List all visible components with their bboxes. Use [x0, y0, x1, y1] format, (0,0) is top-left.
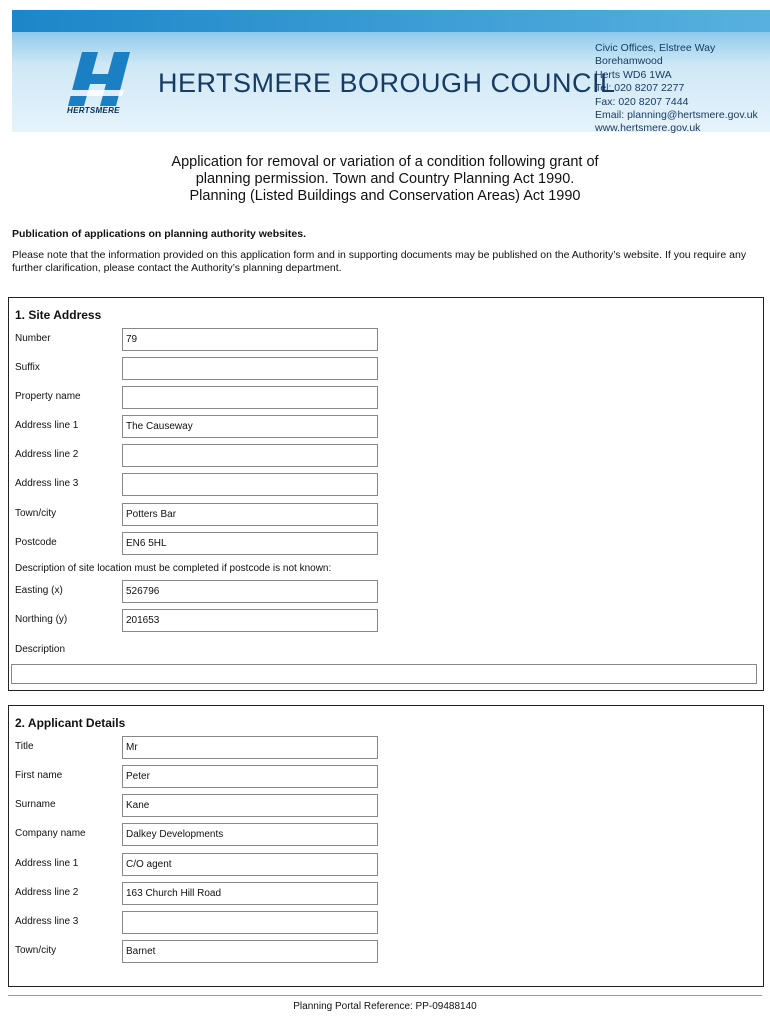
contact-details [595, 42, 758, 136]
field-row-suffix [9, 357, 763, 382]
field-row-address-line-1 [9, 415, 763, 440]
field-label: Surname [15, 799, 56, 810]
field-row-surname [9, 794, 763, 819]
surname-field[interactable]: Kane [122, 794, 378, 817]
field-label: Company name [15, 828, 86, 839]
applicant-address-line-3-field[interactable] [122, 911, 378, 934]
field-row-address-line-3 [9, 473, 763, 498]
field-label: Suffix [15, 362, 40, 373]
field-row-applicant-address-3 [9, 911, 763, 936]
applicant-town-city-field[interactable]: Barnet [122, 940, 378, 963]
publication-heading: Publication of applications on planning authority websites. [12, 228, 307, 240]
description-field[interactable] [11, 664, 757, 684]
field-row-title [9, 736, 763, 761]
field-label: Address line 3 [15, 916, 79, 927]
contact-website[interactable]: www.hertsmere.gov.uk [595, 122, 701, 135]
title-field[interactable]: Mr [122, 736, 378, 759]
field-row-postcode [9, 532, 763, 557]
contact-fax: Fax: 020 8207 7444 [595, 95, 689, 108]
section-title: 2. Applicant Details [15, 716, 126, 730]
field-label: Town/city [15, 508, 57, 519]
field-label: Town/city [15, 945, 57, 956]
field-row-number [9, 328, 763, 353]
description-label: Description [15, 644, 66, 655]
applicant-section [8, 705, 764, 987]
field-row-address-line-2 [9, 444, 763, 469]
field-row-company-name [9, 823, 763, 848]
applicant-address-line-1-field[interactable]: C/O agent [122, 853, 378, 876]
suffix-field[interactable] [122, 357, 378, 380]
title-line-3: Planning (Listed Buildings and Conservation Areas) Act 1990 [189, 188, 581, 204]
applicant-address-line-2-field[interactable]: 163 Church Hill Road [122, 882, 378, 905]
contact-tel: Tel: 020 8207 2277 [595, 82, 685, 95]
banner-top-bar [12, 10, 770, 32]
field-label: Northing (y) [15, 614, 68, 625]
document-title [0, 154, 770, 205]
field-label: Title [15, 741, 34, 752]
footer-divider [8, 995, 762, 996]
publication-text: Please note that the information provided on this application form and in supporting documents may be published on the Authority’s website. If you require any further clarification, please contact the Authority’s planning department. [12, 249, 747, 274]
easting-field[interactable]: 526796 [122, 580, 378, 603]
field-label: First name [15, 770, 63, 781]
contact-address-1: Civic Offices, Elstree Way [595, 42, 716, 54]
field-row-applicant-address-2 [9, 882, 763, 907]
contact-address-2: Borehamwood [595, 55, 663, 68]
company-name-field[interactable]: Dalkey Developments [122, 823, 378, 846]
field-row-applicant-address-1 [9, 853, 763, 878]
logo-text: HERTSMERE [67, 106, 120, 115]
field-label: Address line 1 [15, 858, 79, 869]
field-label: Postcode [15, 537, 57, 548]
hertsmere-logo-icon [64, 50, 134, 112]
title-line-1: Application for removal or variation of a condition following grant of [171, 154, 599, 170]
field-label: Easting (x) [15, 585, 63, 596]
number-field[interactable]: 79 [122, 328, 378, 351]
section-title: 1. Site Address [15, 308, 102, 322]
field-label: Address line 2 [15, 449, 79, 460]
postcode-field[interactable]: EN6 5HL [122, 532, 378, 555]
site-address-section [8, 297, 764, 691]
contact-email[interactable]: Email: planning@hertsmere.gov.uk [595, 109, 758, 122]
field-label: Property name [15, 391, 81, 402]
title-line-2: planning permission. Town and Country Planning Act 1990. [195, 171, 575, 187]
field-row-property-name [9, 386, 763, 411]
field-label: Address line 3 [15, 478, 79, 489]
field-row-northing [9, 609, 763, 634]
northing-field[interactable]: 201653 [122, 609, 378, 632]
field-row-town-city [9, 503, 763, 528]
location-note: Description of site location must be completed if postcode is not known: [15, 563, 332, 574]
address-line-2-field[interactable] [122, 444, 378, 467]
field-row-applicant-town [9, 940, 763, 965]
address-line-1-field[interactable]: The Causeway [122, 415, 378, 438]
address-line-3-field[interactable] [122, 473, 378, 496]
field-row-easting [9, 580, 763, 605]
portal-reference: Planning Portal Reference: PP-09488140 [293, 1001, 477, 1012]
contact-address-3: Herts WD6 1WA [595, 68, 672, 81]
council-name: HERTSMERE BOROUGH COUNCIL [158, 68, 616, 98]
field-label: Address line 1 [15, 420, 79, 431]
field-label: Address line 2 [15, 887, 79, 898]
field-label: Number [15, 333, 51, 344]
field-row-first-name [9, 765, 763, 790]
first-name-field[interactable]: Peter [122, 765, 378, 788]
header-banner [12, 10, 770, 135]
property-name-field[interactable] [122, 386, 378, 409]
town-city-field[interactable]: Potters Bar [122, 503, 378, 526]
